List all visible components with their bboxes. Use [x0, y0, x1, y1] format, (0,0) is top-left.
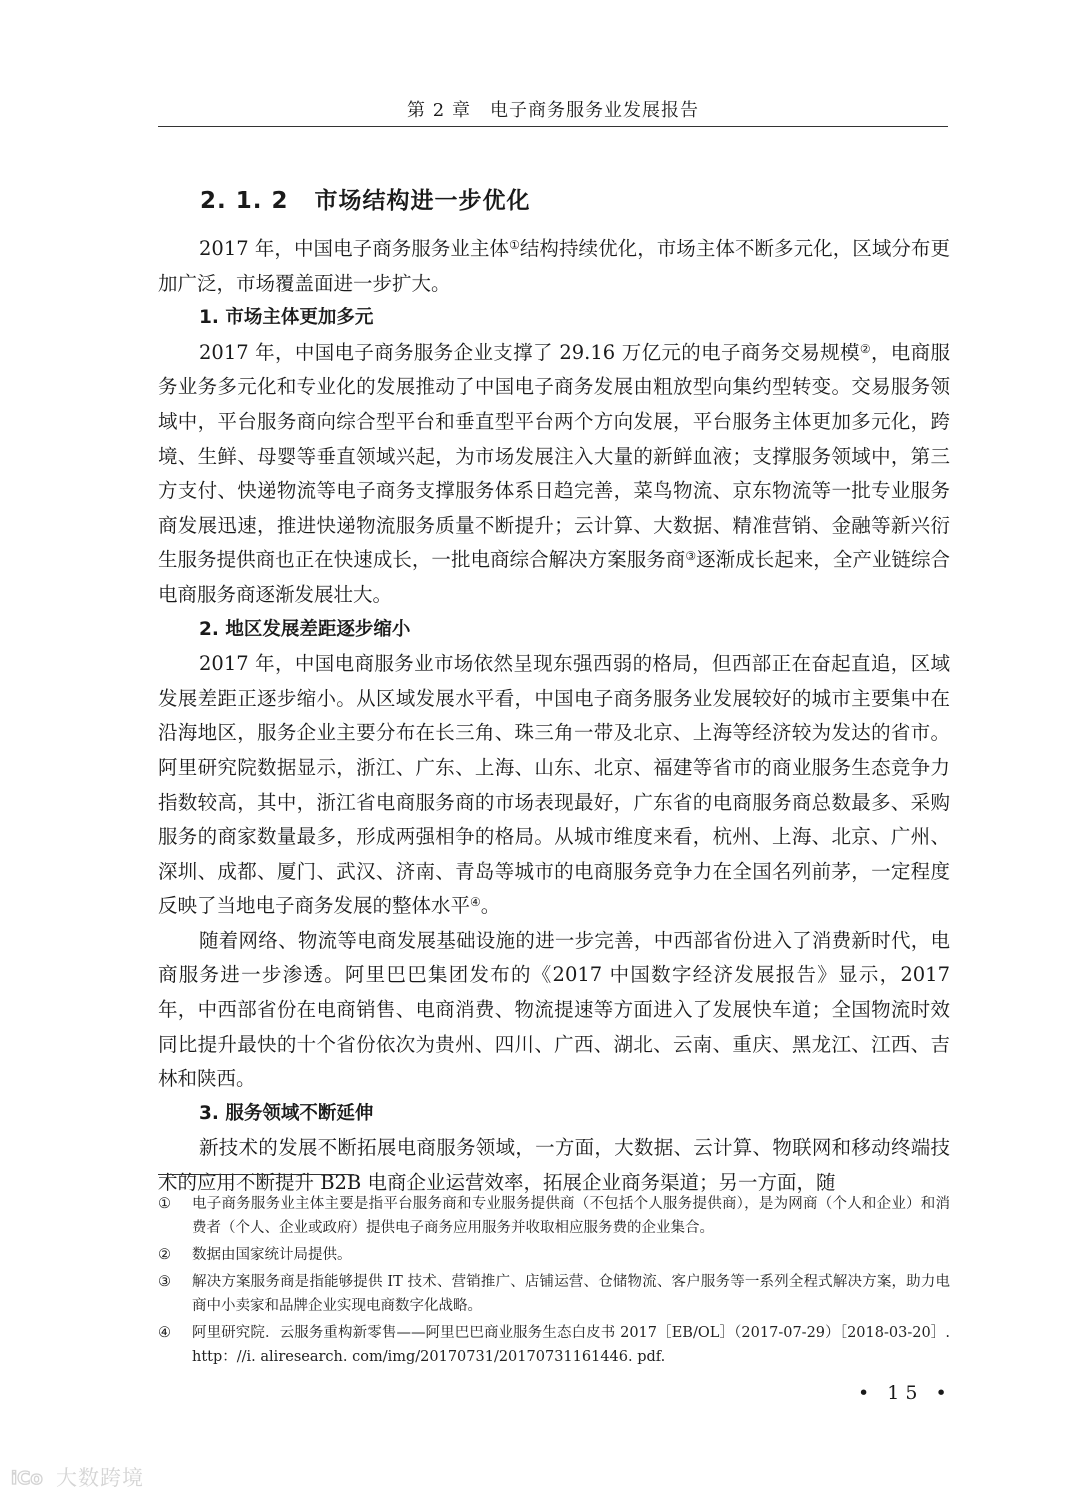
section-number: 2. 1. 2	[200, 188, 289, 214]
section-heading	[200, 182, 531, 215]
footnote-marker: ④	[158, 1325, 171, 1341]
footnote-text: 数据由国家统计局提供。	[192, 1247, 352, 1263]
footnote-marker: ③	[158, 1274, 171, 1290]
intro-paragraph: 2017 年，中国电子商务服务业主体①结构持续优化，市场主体不断多元化，区域分布更加广泛，市场覆盖面进一步扩大。	[158, 237, 950, 295]
subheading-1: 1. 市场主体更加多元	[199, 307, 374, 329]
footnote-text: 电子商务服务业主体主要是指平台服务商和专业服务提供商（不包括个人服务提供商），是为网商（个人和企业）和消费者（个人、企业或政府）提供电子商务应用服务并收取相应服务费的企业集合。	[192, 1196, 950, 1236]
footnote-ref-3[interactable]: ③	[685, 549, 697, 564]
watermark-text: 大数跨境	[56, 1466, 144, 1490]
footnote-marker: ①	[158, 1196, 171, 1212]
paragraph-service-fields: 新技术的发展不断拓展电商服务领域，一方面，大数据、云计算、物联网和移动终端技术的应用不断提升 B2B 电商企业运营效率，拓展企业商务渠道；另一方面，随	[158, 1136, 950, 1195]
footnote-ref-1[interactable]: ①	[509, 238, 520, 252]
section-title: 市场结构进一步优化	[314, 188, 531, 214]
footnote-marker: ②	[158, 1247, 171, 1263]
footnote-1	[158, 1192, 950, 1240]
footnotes	[158, 1192, 950, 1372]
footnote-2	[158, 1243, 950, 1267]
footnote-ref-4[interactable]: ④	[470, 895, 481, 910]
subheading-3: 3. 服务领域不断延伸	[199, 1102, 374, 1124]
svg-text:iCo: iCo	[11, 1468, 43, 1489]
footnote-4	[158, 1321, 950, 1369]
footnote-rule	[158, 1174, 354, 1175]
running-head: 第 2 章 电子商务服务业发展报告	[407, 100, 699, 121]
watermark-logo-icon	[10, 1462, 50, 1492]
watermark	[10, 1462, 144, 1492]
body-text	[158, 232, 950, 1201]
footnote-text: 解决方案服务商是指能够提供 IT 技术、营销推广、店铺运营、仓储物流、客户服务等一系列全程式解决方案，助力电商中小卖家和品牌企业实现电商数字化战略。	[192, 1274, 950, 1314]
paragraph-central-west: 随着网络、物流等电商发展基础设施的进一步完善，中西部省份进入了消费新时代，电商服务进一步渗透。阿里巴巴集团发布的《2017 中国数字经济发展报告》显示，2017 年，中西部省份在电商销售、电商消费、物流提速等方面进入了发展快车道；全国物流时效同比提升最快的十个省份依次为贵州、四川、广西、湖北、云南、重庆、黑龙江、江西、吉林和陕西。	[158, 928, 950, 1091]
footnote-3	[158, 1270, 950, 1318]
footnote-text: 阿里研究院．云服务重构新零售——阿里巴巴商业服务生态白皮书 2017［EB/OL］（2017-07-29）［2018-03-20］. http：//i. aliresearch. com/img/20170731/20170731161446. pdf.	[192, 1325, 950, 1365]
paragraph-market-players: 2017 年，中国电子商务服务企业支撑了 29.16 万亿元的电子商务交易规模②，电商服务业务多元化和专业化的发展推动了中国电子商务发展由粗放型向集约型转变。交易服务领域中，平台服务商向综合型平台和垂直型平台两个方向发展，平台服务主体更加多元化，跨境、生鲜、母婴等垂直领域兴起，为市场发展注入大量的新鲜血液；支撑服务领域中，第三方支付、快递物流等电子商务支撑服务体系日趋完善，菜鸟物流、京东物流等一批专业服务商发展迅速，推进快递物流服务质量不断提升；云计算、大数据、精准营销、金融等新兴衍生服务提供商也正在快速成长，一批电商综合解决方案服务商③逐渐成长起来，全产业链综合电商服务商逐渐发展壮大。	[158, 340, 950, 606]
subheading-2: 2. 地区发展差距逐步缩小	[199, 618, 411, 640]
page-number: • 15 •	[858, 1382, 953, 1404]
footnote-ref-2[interactable]: ②	[859, 341, 871, 356]
header-rule	[158, 126, 948, 127]
paragraph-regional-gap: 2017 年，中国电商服务业市场依然呈现东强西弱的格局，但西部正在奋起直追，区域发展差距正逐步缩小。从区域发展水平看，中国电子商务服务业发展较好的城市主要集中在沿海地区，服务企业主要分布在长三角、珠三角一带及北京、上海等经济较为发达的省市。阿里研究院数据显示，浙江、广东、上海、山东、北京、福建等省市的商业服务生态竞争力指数较高，其中，浙江省电商服务商的市场表现最好，广东省的电商服务商总数最多、采购服务的商家数量最多，形成两强相争的格局。从城市维度来看，杭州、上海、北京、广州、深圳、成都、厦门、武汉、济南、青岛等城市的电商服务竞争力在全国名列前茅，一定程度反映了当地电子商务发展的整体水平④。	[158, 652, 950, 918]
